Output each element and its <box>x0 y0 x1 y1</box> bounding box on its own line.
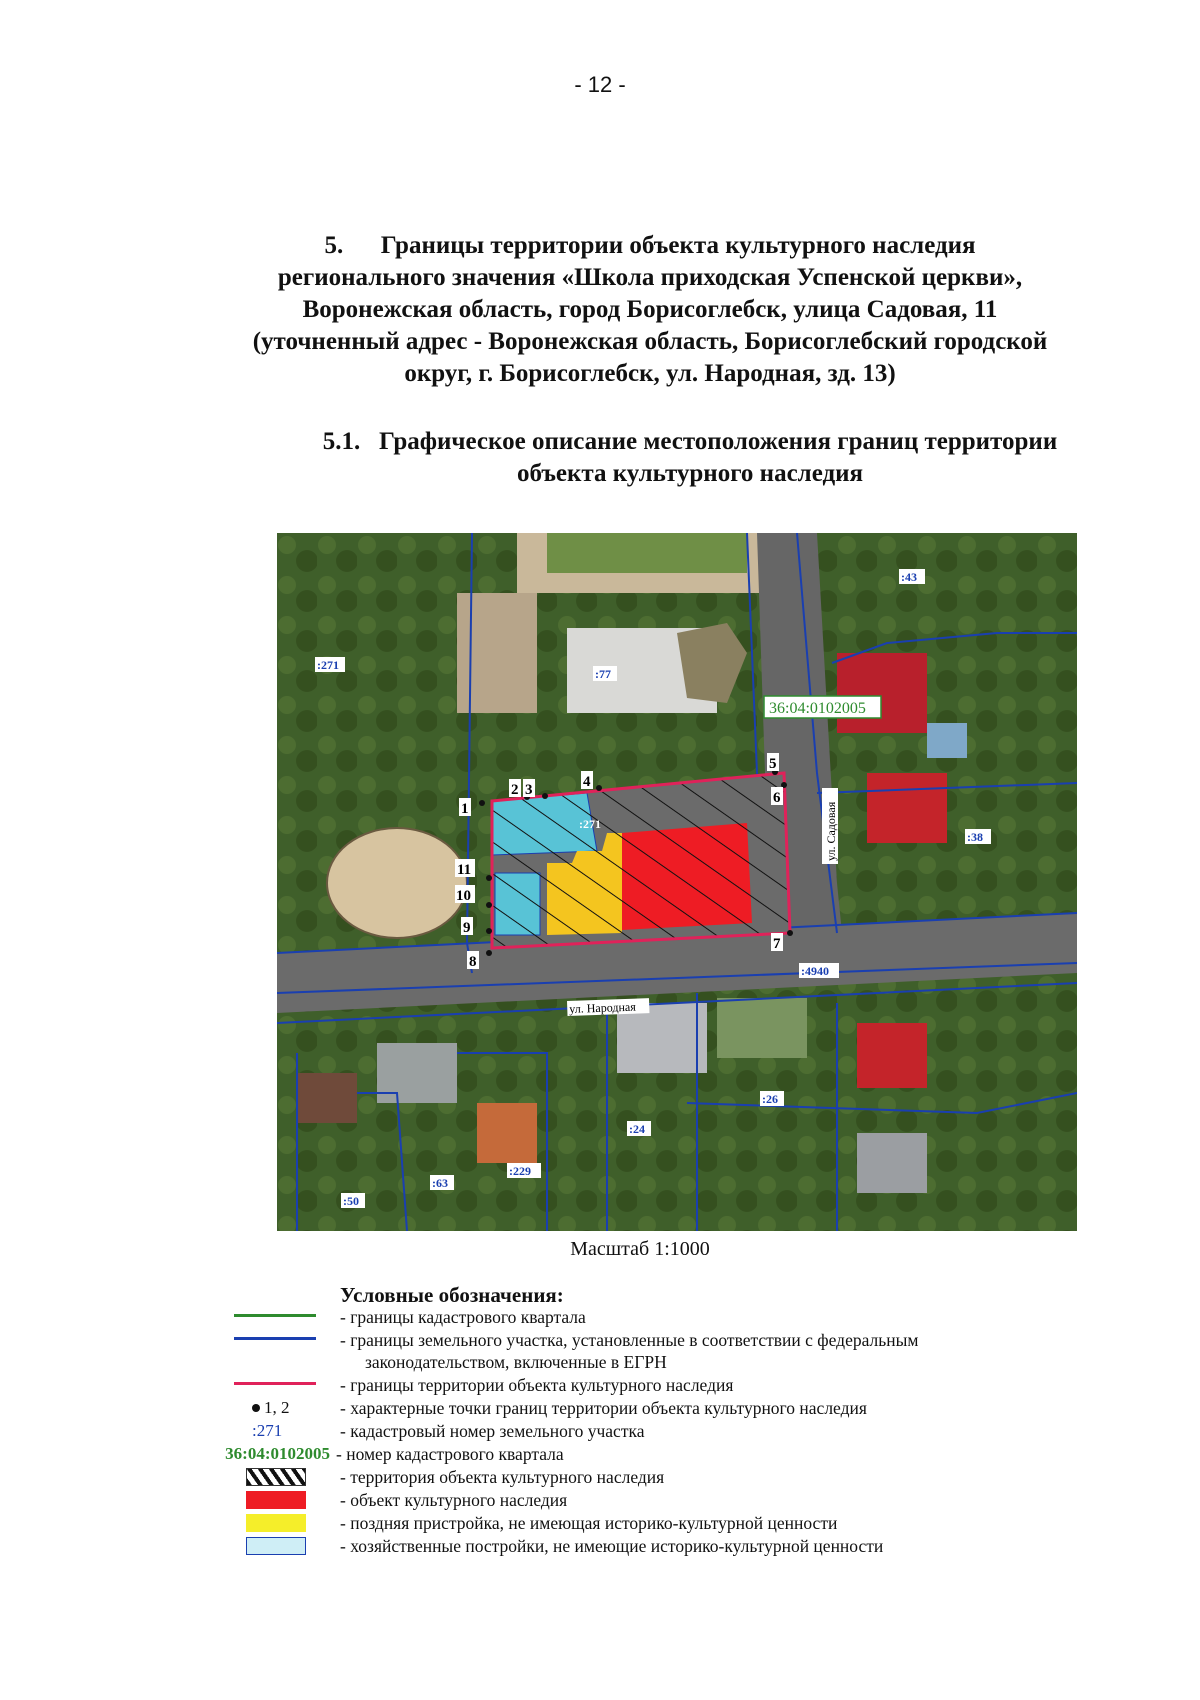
cadastral-map <box>277 533 1077 1231</box>
heading-line: (уточненный адрес - Воронежская область, Борисоглебский городской <box>252 328 1048 355</box>
heading-line: 5.1. Графическое описание местоположения границ территории <box>322 428 1058 455</box>
legend-text: - хозяйственные постройки, не имеющие историко-культурной ценности <box>340 1536 884 1556</box>
legend-text: - кадастровый номер земельного участка <box>340 1421 645 1441</box>
light-blue-swatch-icon <box>246 1537 306 1555</box>
page-number: - 12 - <box>574 72 626 97</box>
roof-blue <box>927 723 967 758</box>
point-label: 5 <box>769 756 777 772</box>
roof-red <box>837 653 927 733</box>
point-label: 1 <box>461 801 469 817</box>
point-dot <box>542 793 548 799</box>
legend-text: - номер кадастрового квартала <box>336 1444 564 1464</box>
legend-title: Условные обозначения: <box>340 1283 564 1307</box>
point-dot <box>486 950 492 956</box>
parcel-label: :229 <box>509 1164 531 1178</box>
legend-symbol-label: :271 <box>252 1421 283 1440</box>
point-label: 7 <box>773 936 781 952</box>
playground <box>327 828 467 938</box>
point-label: 9 <box>463 920 471 936</box>
point-label: 6 <box>773 790 781 806</box>
church-grounds <box>457 593 537 713</box>
point-label: 3 <box>525 782 533 798</box>
roof-green <box>717 998 807 1058</box>
point-dot <box>787 930 793 936</box>
parcel-label: :271 <box>579 817 601 831</box>
roof-red <box>857 1023 927 1088</box>
point-label: 11 <box>457 862 472 878</box>
heading-line: объекта культурного наследия <box>516 460 864 487</box>
point-dot <box>596 785 602 791</box>
pink-line-icon <box>234 1382 316 1385</box>
legend-text: - объект культурного наследия <box>340 1490 568 1510</box>
parcel-label: :50 <box>343 1194 359 1208</box>
quarter-label: 36:04:0102005 <box>769 700 866 717</box>
legend-text: - территория объекта культурного наследия <box>340 1467 665 1487</box>
green-line-icon <box>234 1314 316 1317</box>
hatch-swatch-icon <box>246 1468 306 1486</box>
territory-hatch <box>492 773 790 948</box>
legend-text: - характерные точки границ территории объекта культурного наследия <box>340 1398 867 1418</box>
heading-line: Воронежская область, город Борисоглебск, улица Садовая, 11 <box>302 296 998 323</box>
point-dot <box>486 875 492 881</box>
legend-text: законодательством, включенные в ЕГРН <box>365 1352 667 1372</box>
legend-text: - границы кадастрового квартала <box>340 1307 586 1327</box>
parcel-label: :77 <box>595 667 611 681</box>
point-dot <box>479 800 485 806</box>
legend-text: - границы территории объекта культурного наследия <box>340 1375 734 1395</box>
street-label: ул. Садовая <box>824 801 838 861</box>
parcel-label: :271 <box>317 658 339 672</box>
legend-symbol-label: 36:04:0102005 <box>225 1444 330 1463</box>
roof-orange <box>477 1103 537 1163</box>
point-label: 4 <box>583 774 591 790</box>
roof-red <box>867 773 947 843</box>
lawn <box>547 533 747 573</box>
blue-line-icon <box>234 1337 316 1340</box>
heading-line: 5. Границы территории объекта культурного наследия <box>324 232 976 259</box>
section-5-1-heading <box>250 426 1130 490</box>
roof-gray <box>857 1133 927 1193</box>
parcel-label: :4940 <box>801 964 829 978</box>
point-label: 2 <box>511 782 519 798</box>
point-dot-icon <box>252 1404 260 1412</box>
parcel-label: :38 <box>967 830 983 844</box>
point-label: 10 <box>456 888 471 904</box>
point-label: 8 <box>469 954 477 970</box>
street-label: ул. Народная <box>569 999 636 1016</box>
parcel-label: :63 <box>432 1176 448 1190</box>
heading-line: округ, г. Борисоглебск, ул. Народная, зд. 13) <box>404 360 896 387</box>
legend-symbol-label: 1, 2 <box>264 1398 290 1417</box>
roof-brown <box>297 1073 357 1123</box>
parcel-label: :43 <box>901 570 917 584</box>
heading-line: регионального значения «Школа приходская Успенской церкви», <box>277 264 1023 291</box>
point-dot <box>486 928 492 934</box>
parcel-label: :24 <box>629 1122 645 1136</box>
parcel-label: :26 <box>762 1092 778 1106</box>
red-swatch-icon <box>246 1491 306 1509</box>
point-dot <box>486 902 492 908</box>
section-5-heading <box>190 230 1110 390</box>
map-scale: Масштаб 1:1000 <box>570 1238 710 1260</box>
legend-text: - границы земельного участка, установленные в соответствии с федеральным <box>340 1330 919 1350</box>
yellow-swatch-icon <box>246 1514 306 1532</box>
legend-text: - поздняя пристройка, не имеющая историко-культурной ценности <box>340 1513 838 1533</box>
